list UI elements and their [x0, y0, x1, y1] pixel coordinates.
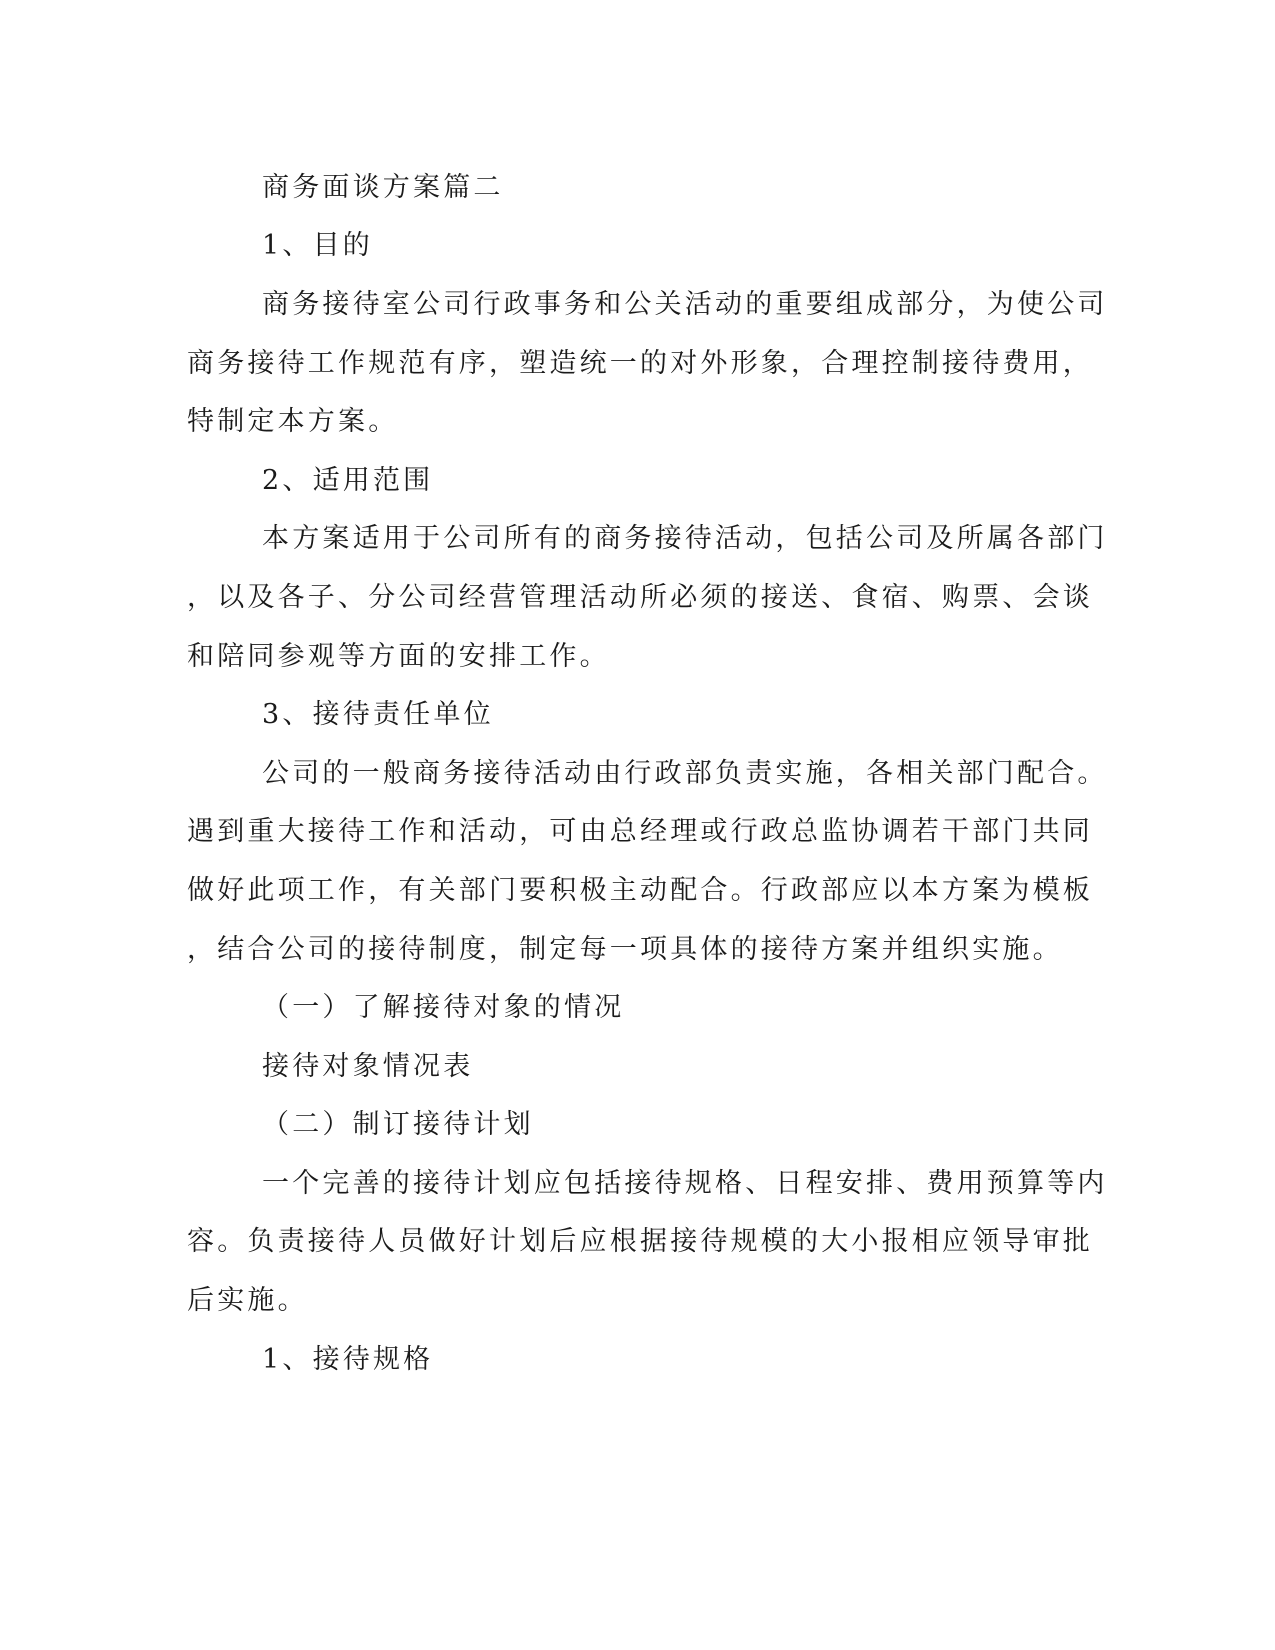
paragraph-line: 容。负责接待人员做好计划后应根据接待规模的大小报相应领导审批: [187, 1226, 1093, 1257]
paragraph-line: 和陪同参观等方面的安排工作。: [187, 641, 610, 672]
paragraph-line: 一个完善的接待计划应包括接待规格、日程安排、费用预算等内: [262, 1168, 1108, 1199]
paragraph-line: ，结合公司的接待制度，制定每一项具体的接待方案并组织实施。: [187, 934, 1063, 965]
paragraph-line: 后实施。: [187, 1285, 308, 1316]
subsection-heading: （一）了解接待对象的情况: [262, 992, 625, 1023]
section-heading-scope: 2、适用范围: [262, 465, 434, 496]
paragraph-line: 做好此项工作，有关部门要积极主动配合。行政部应以本方案为模板: [187, 875, 1093, 906]
paragraph-line: 遇到重大接待工作和活动，可由总经理或行政总监协调若干部门共同: [187, 816, 1093, 847]
paragraph-line: ，以及各子、分公司经营管理活动所必须的接送、食宿、购票、会谈: [187, 582, 1093, 613]
table-caption: 接待对象情况表: [262, 1051, 474, 1082]
section-heading-purpose: 1、目的: [262, 230, 373, 261]
document-title: 商务面谈方案篇二: [262, 172, 504, 203]
paragraph-line: 商务接待室公司行政事务和公关活动的重要组成部分，为使公司: [262, 289, 1108, 320]
paragraph-line: 公司的一般商务接待活动由行政部负责实施，各相关部门配合。: [262, 758, 1108, 789]
section-heading-reception-spec: 1、接待规格: [262, 1344, 434, 1375]
paragraph-line: 特制定本方案。: [187, 406, 399, 437]
paragraph-line: 本方案适用于公司所有的商务接待活动，包括公司及所属各部门: [262, 523, 1108, 554]
section-heading-responsibility: 3、接待责任单位: [262, 699, 494, 730]
paragraph-line: 商务接待工作规范有序，塑造统一的对外形象，合理控制接待费用，: [187, 348, 1093, 379]
subsection-heading: （二）制订接待计划: [262, 1109, 534, 1140]
